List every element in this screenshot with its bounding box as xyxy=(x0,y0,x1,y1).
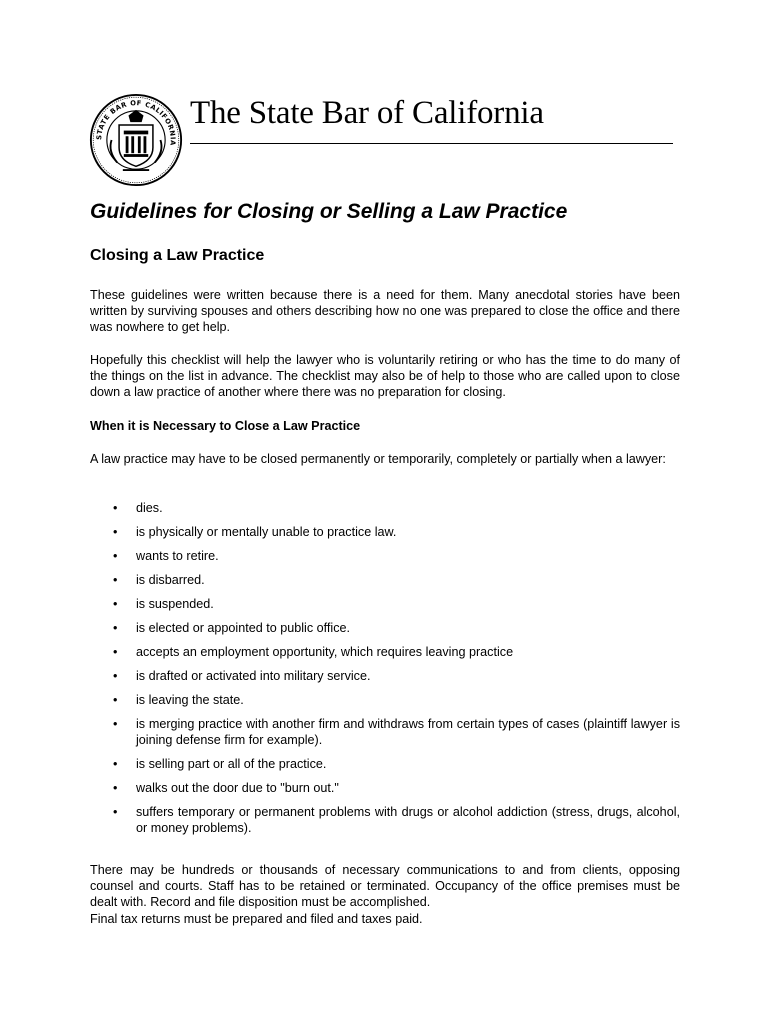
list-item xyxy=(90,644,680,660)
list-item xyxy=(90,596,680,612)
list-item-text: is leaving the state. xyxy=(136,693,244,707)
list-item-text: is suspended. xyxy=(136,597,214,611)
list-item-text: is drafted or activated into military service. xyxy=(136,669,371,683)
list-item-text: is disbarred. xyxy=(136,573,205,587)
list-item xyxy=(90,804,680,836)
reasons-list xyxy=(90,500,690,844)
checklist-paragraph: Hopefully this checklist will help the lawyer who is voluntarily retiring or who has the time to do many of the things on the list in advance. The checklist may also be of help to those who are called upon to close down a law practice of another where there was no preparation for closing. xyxy=(90,353,680,400)
list-item xyxy=(90,524,680,540)
state-bar-seal-logo xyxy=(89,93,183,187)
list-item xyxy=(90,780,680,796)
list-item xyxy=(90,548,680,564)
bullet-icon: • xyxy=(113,717,118,731)
bullet-icon: • xyxy=(113,645,118,659)
list-item xyxy=(90,668,680,684)
list-item-text: is selling part or all of the practice. xyxy=(136,757,327,772)
list-item-text: is merging practice with another firm and withdraws from certain types of cases (plaintiff lawyer is joining defense firm for example). xyxy=(136,717,680,748)
list-item xyxy=(90,756,680,772)
communications-paragraph: There may be hundreds or thousands of necessary communications to and from clients, opposing counsel and courts. Staff has to be retained or terminated. Occupancy of the office premises must be dealt with. Record and file disposition must be accomplished. xyxy=(90,863,680,910)
organization-title: The State Bar of California xyxy=(190,95,544,131)
bullet-icon: • xyxy=(113,621,118,635)
list-item xyxy=(90,572,680,588)
list-item-text: is physically or mentally unable to practice law. xyxy=(136,525,397,539)
list-item xyxy=(90,692,680,708)
bullet-icon: • xyxy=(113,805,118,820)
seal-ring-text: STATE BAR OF CALIFORNIA xyxy=(95,99,177,147)
title-underline-rule xyxy=(190,143,673,144)
list-item-text: dies. xyxy=(136,501,163,515)
bullet-icon: • xyxy=(113,597,118,611)
bullet-icon: • xyxy=(113,549,118,563)
closing-paragraphs xyxy=(90,862,680,927)
list-item-text: wants to retire. xyxy=(136,549,219,563)
bullet-icon: • xyxy=(113,669,118,683)
lead-in-paragraph: A law practice may have to be closed permanently or temporarily, completely or partially when a lawyer: xyxy=(90,452,666,466)
sub-heading: When it is Necessary to Close a Law Practice xyxy=(90,419,361,433)
list-item-text: is elected or appointed to public office. xyxy=(136,621,351,635)
bullet-icon: • xyxy=(113,573,118,587)
bullet-icon: • xyxy=(113,757,118,772)
intro-paragraph: These guidelines were written because there is a need for them. Many anecdotal stories have been written by surviving spouses and others describing how no one was prepared to close the office and there was nowhere to get help. xyxy=(90,288,680,335)
list-item-text: accepts an employment opportunity, which requires leaving practice xyxy=(136,645,514,659)
bullet-icon: • xyxy=(113,693,118,707)
document-title: Guidelines for Closing or Selling a Law Practice xyxy=(90,200,568,223)
bullet-icon: • xyxy=(113,501,118,515)
bullet-icon: • xyxy=(113,781,118,796)
list-item-text: suffers temporary or permanent problems with drugs or alcohol addiction (stress, drugs, alcohol, or money problems). xyxy=(136,805,680,836)
section-heading: Closing a Law Practice xyxy=(90,247,265,264)
list-item xyxy=(90,716,680,748)
bullet-icon: • xyxy=(113,525,118,539)
list-item xyxy=(90,500,680,516)
list-item xyxy=(90,620,680,636)
tax-returns-line: Final tax returns must be prepared and filed and taxes paid. xyxy=(90,911,423,926)
list-item-text: walks out the door due to "burn out." xyxy=(136,781,339,796)
